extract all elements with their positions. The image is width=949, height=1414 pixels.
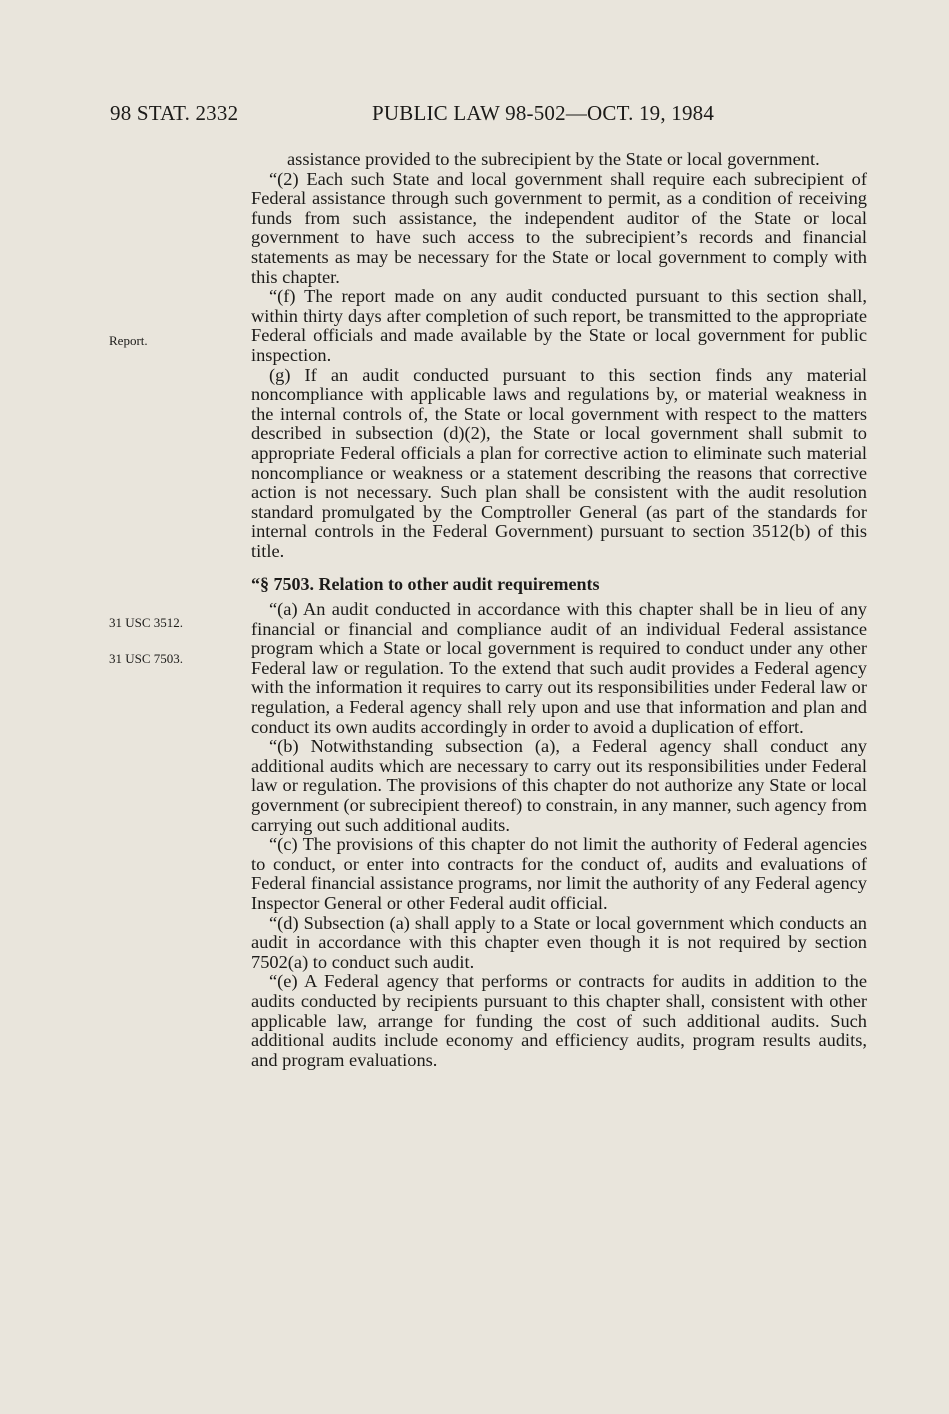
paragraph-d: “(d) Subsection (a) shall apply to a State or local government which conducts an audit in accordance with this chapter even though it is not required by section 7502(a) to conduct such audit.	[251, 912, 867, 972]
paragraph-a: “(a) An audit conducted in accordance with this chapter shall be in lieu of any financial or financial and compliance audit of an individual Federal assistance program which a State or local government is required to conduct under any other Federal law or regulation. To the extend that such audit provides a Federal agency with the information it requires to carry out its responsibilities under Federal law or regulation, a Federal agency shall rely upon and use that information and plan and conduct its own audits accordingly in order to avoid a duplication of effort.	[251, 599, 867, 737]
page-header	[0, 101, 949, 131]
stat-citation: 98 STAT. 2332	[110, 101, 239, 125]
paragraph-g: (g) If an audit conducted pursuant to this section finds any material noncompliance with applicable laws and regulations by, or material weakness in the internal controls of, the State or local government with respect to the matters described in subsection (d)(2), the State or local government shall submit to appropriate Federal officials a plan for corrective action to eliminate such material noncompliance or weakness or a statement describing the reasons that corrective action is not necessary. Such plan shall be consistent with the audit resolution standard promulgated by the Comptroller General (as part of the standards for internal controls in the Federal Government) pursuant to section 3512(b) of this title.	[251, 364, 867, 561]
margin-note-usc-7503: 31 USC 7503.	[109, 651, 184, 666]
section-heading-7503: “§ 7503. Relation to other audit requirements	[251, 574, 600, 595]
paragraph-b: “(b) Notwithstanding subsection (a), a Federal agency shall conduct any additional audits which are necessary to carry out its responsibilities under Federal law or regulation. The provisions of this chapter do not authorize any State or local government (or subrecipient thereof) to constrain, in any manner, such agency from carrying out such additional audits.	[251, 736, 867, 835]
paragraph-e2: “(2) Each such State and local government shall require each subrecipient of Federal assistance through such government to permit, as a condition of receiving funds from such assistance, the independent auditor of the State or local government to have such access to the subrecipient’s records and financial statements as may be necessary for the State or local government to comply with this chapter.	[251, 168, 867, 287]
public-law-title: PUBLIC LAW 98-502—OCT. 19, 1984	[372, 101, 715, 125]
margin-note-report: Report.	[109, 333, 148, 348]
margin-note-usc-3512: 31 USC 3512.	[109, 615, 184, 630]
paragraph-c: “(c) The provisions of this chapter do not limit the authority of Federal agencies to conduct, or enter into contracts for the conduct of, audits and evaluations of Federal financial assistance programs, nor limit the authority of any Federal agency Inspector General or other Federal audit official.	[251, 834, 867, 913]
paragraph-f: “(f) The report made on any audit conducted pursuant to this section shall, within thirty days after completion of such report, be transmitted to the appropriate Federal officials and made available by the State or local government for public inspection.	[251, 286, 867, 365]
paragraph-e: “(e) A Federal agency that performs or contracts for audits in addition to the audits conducted by recipients pursuant to this chapter shall, consistent with other applicable law, arrange for funding the cost of such additional audits. Such additional audits include economy and efficiency audits, program results audits, and program evaluations.	[251, 971, 867, 1070]
paragraph-continuation: assistance provided to the subrecipient by the State or local government.	[287, 149, 820, 169]
document-body	[251, 150, 867, 1070]
